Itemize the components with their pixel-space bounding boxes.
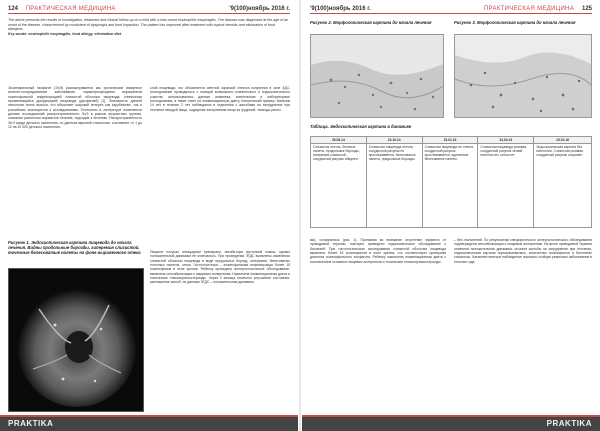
gutter <box>299 0 301 431</box>
right-footer-brand: PRAKTIKA <box>546 419 592 428</box>
figure2-caption: Рисунок 2. Морфологическая картина до начала лечения <box>310 20 432 25</box>
morphology-image-2 <box>454 34 592 118</box>
table-header-cell: 24.04.15 <box>478 137 534 144</box>
right-issue: '9(100)ноябрь 2016 г. <box>310 6 371 12</box>
endoscopy-image <box>9 269 144 412</box>
left-journal-title: ПРАКТИЧЕСКАЯ МЕДИЦИНА <box>25 6 116 12</box>
table-header-row <box>311 137 592 144</box>
left-column-right-lower: Пациент получал антацидные препараты, ингибиторы протонной помпы, однако положительной динамики не отмечалось. При проведении ЭГДС выявлены изменения слизистой оболочки пищевода в виде продольных борозд, гиперемии, белесоватых точечных налетов, отека. Гистологически – эозинофильная инфильтрация более 15 эозинофилов в поле зрения. Ребенку проведено аллергологическое обследование, выявлена сенсибилизация к пищевым аллергенам. Назначена элиминационная диета и топические глюкокортикостероиды. Через 2 месяца отмечено улучшение состояния, уменьшение жалоб, по данным ЭГДС – положительная динамика. <box>150 250 290 285</box>
histology-image-1 <box>311 35 444 118</box>
endoscopy-table <box>310 136 592 228</box>
left-header <box>8 4 290 14</box>
left-issue: '9(100)ноябрь 2016 г. <box>229 6 290 12</box>
left-page <box>0 0 298 431</box>
table-header-cell: 26.08.14 <box>311 137 367 144</box>
left-page-number: 124 <box>8 6 19 12</box>
right-page <box>302 0 600 431</box>
right-page-number: 125 <box>581 6 592 12</box>
table-header-cell: 15.02.16 <box>534 137 592 144</box>
right-body-left: ми), сохранялась (рис. 1). Принимая во внимание отсутствие эффекта от проводимой терапии, повторно проведено эндоскопическое обследование с биопсией. При гистологическом исследовании слизистой оболочки пищевода выявлено более 15 эозинофилов в поле зрения, что соответствует критериям диагноза эозинофильного эзофагита. Ребенку назначена элиминационная диета с исключением основных пищевых аллергенов и топические глюкокортикостероиды. <box>310 238 446 264</box>
abstract-text: The article presents the results of investigation, treatment and clinical follow-up of a child with a new-onset eosinophilic esophagitis. The disease was diagnosed at the age of an onset of the disease, characterized by consistent of dysphagia and food impaction. The patient has improved after treatment with topical steroids and elimination of food allergens. <box>8 18 289 32</box>
table-row <box>311 144 592 228</box>
histology-image-2 <box>455 35 592 118</box>
left-footer <box>0 417 298 431</box>
intro-text: Эозинофильный эзофагит (ЭоЭ) рассматривается как хронические иммунное антиген-опосредованное заболевание, характеризующееся выраженной эозинофильной инфильтрацией слизистой оболочки пищевода, клинически проявляющейся дисфункцией пищевода (дисфагией) [1]. Значимость данной патологии очень высока, что объясняет широкий интерес как зарубежных, так и российских клиницистов к исследованиям. Постоянно в литературе появляются данные исследований распространенности ЭоЭ в разных возрастных группах, описания различных вариантов течения, подходов к лечению. Распространенность ЭоЭ среди детского населения, по данным мировой статистики, составляет от 1 до 10 на 10 000 детского населения. <box>8 86 142 130</box>
right-body-right: – без отклонений. По результатам специфического аллергологического обследования подтверждена сенсибилизация к пищевым аллергенам. На фоне проводимой терапии отмечена положительная динамика: исчезли жалобы на затруднение при глотании, эндоскопическая картина нормализовалась, количество эозинофилов в биоптатах снизилось. Катамнестическое наблюдение показало стойкую ремиссию заболевания в течение года. <box>454 238 592 264</box>
right-journal-title: ПРАКТИЧЕСКАЯ МЕДИЦИНА <box>484 6 574 12</box>
left-column-right: слой пищевода, что объясняется светлой окраской спектра излучения в зоне ЗДС; исследование проводилось с позиций возможного клинического и эндоскопического участия; использовались данные анамнеза, клинические и лабораторные исследования, а также ответ на элиминационную диету. Клинический пример. Мальчик 14 лет в течение 2 лет наблюдался в отделении с жалобами на затруднение при глотании твердой пищи, ощущение застревания пищи за грудиной, эпизоды рвоты. <box>150 86 290 112</box>
figure3-caption: Рисунок 3. Морфологическая картина до начала лечения <box>454 20 576 25</box>
keywords: Key words: eosinophilic esophagitis, food allergy, elimination diet. <box>8 31 122 36</box>
endoscopy-photo <box>8 268 144 412</box>
morphology-image-1 <box>310 34 444 118</box>
table-cell: Слизистая пищевода не отечна, сосудистый рисунок прослеживается, единичные белесоватые налеты. <box>422 144 478 228</box>
table-header-cell: 23.01.15 <box>422 137 478 144</box>
right-header <box>310 4 592 14</box>
left-footer-brand: PRAKTIKA <box>8 419 54 428</box>
table-title: Таблица. Эндоскопическая картина в динамике <box>310 124 412 129</box>
table-header-cell: 24.10.14 <box>366 137 422 144</box>
right-footer <box>302 417 600 431</box>
abstract-block <box>8 18 290 36</box>
table-cell: Слизистая пищевода розовая, сосудистый рисунок четкий, налетов нет, отека нет. <box>478 144 534 228</box>
table-cell: Эндоскопическая картина без патологии. Слизистая розовая, сосудистый рисунок сохранен. <box>534 144 592 228</box>
table-cell: Слизистая пищевода отечна, сосудистый рисунок не прослеживается, белесоватые налеты, продольные борозды. <box>366 144 422 228</box>
table-cell: Слизистая отечна, белесые налеты, продольные борозды, гиперемия слизистой, сосудистый рисунок обеднен. <box>311 144 367 228</box>
figure1-caption: Рисунок 1. Эндоскопическая картина пищевода до начала лечения. Видны продольные борозды, гиперемия слизистой, точечные белесоватые налеты на фоне выраженного отека <box>8 240 141 255</box>
